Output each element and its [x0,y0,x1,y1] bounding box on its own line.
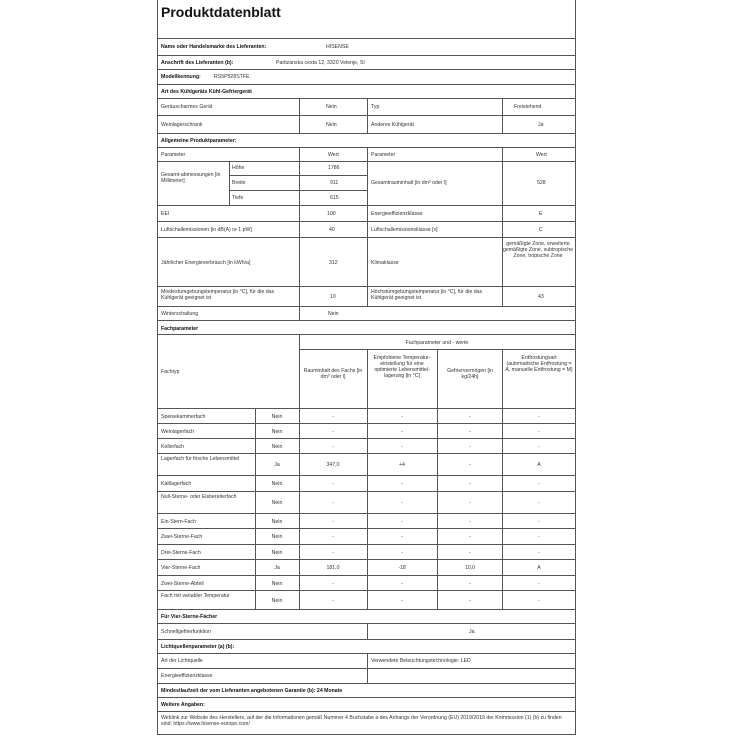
width-label: Breite [232,180,246,186]
divider [299,98,300,133]
compartment-volume: 347,0 [326,462,340,468]
wine-value: Nein [326,122,337,128]
other-value: Ja [538,122,544,128]
compartment-temp: - [401,500,403,506]
compartment-present: Nein [271,519,283,525]
compartment-defrost: - [538,500,540,506]
supplier-name-label: Name oder Handelsmarke des Lieferanten: [161,44,267,50]
noise-value: 40 [329,227,335,233]
max-temp-value: 43 [538,294,544,300]
compartment-name: Zwei-Sterne-Fach [161,534,203,540]
compartment-name: Kaltlagerfach [161,481,192,487]
compartments-heading-row [158,320,575,334]
compartment-temp: +4 [399,462,405,468]
compartment-volume: - [332,429,334,435]
compartment-temp: - [401,581,403,587]
compartment-present: Nein [271,550,283,556]
divider [502,349,503,609]
divider [229,175,367,176]
compartment-temp: - [401,550,403,556]
compartment-defrost: - [538,481,540,487]
compartment-defrost: - [538,534,540,540]
compartment-present: Ja [274,565,280,571]
compartment-freeze: 10,0 [464,565,476,571]
volume-label: Gesamtrauminhalt [in dm³ oder l] [371,180,447,186]
col-freeze-header: Gefriervermögen [in kg/24h] [447,368,493,380]
light-type-label: Art der Lichtquelle [161,658,203,664]
compartment-present: Nein [271,581,283,587]
winter-value: Nein [328,311,339,317]
compartment-name: Kellerfach [161,444,185,450]
warranty-text: Mindestlaufzeit der vom Lieferanten angebotenen Garantie (b): 24 Monate [161,688,343,694]
min-temp-label: Mindestumgebungstemperatur [in °C], für die das Kühlgerät geeignet ist [161,289,275,301]
low-noise-value: Nein [326,104,337,110]
type-value: Freistehend [514,104,542,110]
divider [502,147,503,306]
type-label: Typ [371,104,380,110]
model-label: Modellkennung: [161,74,201,80]
compartment-volume: - [332,598,334,604]
compartment-freeze: - [469,534,471,540]
divider [299,147,300,320]
width-value: 911 [330,180,339,186]
compartment-volume: - [332,550,334,556]
further-text: Weblink zur Website des Herstellers, auf der die Informationen gemäß Nummer 4 Buchstabe a des Anhangs der Verordnung (EU) 2019/2019 der Kommission (1) (b) zu finden sind: https://www.hisense-europe.com/ [161,715,562,727]
compartment-temp: -18 [398,565,406,571]
compartment-name: Null-Sterne- oder Eisbereiterfach [161,494,237,500]
compartment-defrost: A [537,565,541,571]
product-data-sheet [157,0,576,735]
compartment-present: Nein [271,481,283,487]
compartment-params-header: Fachparameter und - werte [405,340,469,346]
divider [367,147,368,306]
compartment-volume: - [332,534,334,540]
compartment-present: Nein [271,414,283,420]
compartment-volume: - [332,481,334,487]
divider [367,623,368,639]
winter-label: Winterschaltung [161,311,199,317]
compartment-name: Ein-Stern-Fach [161,519,196,525]
min-temp-value: 10 [330,294,336,300]
value-header-2: Wert [536,152,547,158]
light-class-label: Energieeffizienzklasse [161,673,213,679]
supplier-name-row [158,38,575,55]
compartment-volume: - [332,444,334,450]
compartment-temp: - [401,414,403,420]
climate-label: Klimaklasse [371,260,399,266]
dims-label: Gesamt-abmessungen [in Millimeter] [161,172,221,184]
compartment-temp: - [401,481,403,487]
compartment-name: Fach mit variabler Temperatur [161,593,230,599]
compartment-defrost: - [538,550,540,556]
low-noise-label: Geräuscharmes Gerät [161,104,213,110]
param-header: Parameter [161,152,186,158]
compartment-temp: - [401,598,403,604]
compartment-present: Nein [271,500,283,506]
general-heading-row [158,133,575,147]
four-star-heading-row [158,609,575,623]
compartment-defrost: - [538,581,540,587]
energy-value: 312 [329,260,338,266]
compartment-defrost: - [538,519,540,525]
further-text-row [158,711,575,734]
compartment-defrost: - [538,444,540,450]
compartment-defrost: A [537,462,541,468]
supplier-address-label: Anschrift des Lieferanten (b): [161,60,234,66]
compartment-name: Weinlagerfach [161,429,195,435]
supplier-name-value: HISENSE [326,44,349,50]
param-header-2: Parameter [371,152,396,158]
light-heading-row [158,639,575,653]
compartment-freeze: - [469,414,471,420]
compartment-temp: - [401,444,403,450]
compartment-volume: - [332,581,334,587]
divider [299,334,300,609]
compartment-defrost: - [538,414,540,420]
compartment-temp: - [401,429,403,435]
eei-value: 100 [327,211,336,217]
eei-label: EEI [161,211,170,217]
compartment-freeze: - [469,519,471,525]
compartment-volume: - [332,500,334,506]
model-value: RS5P528STFE [214,74,250,80]
max-temp-label: Höchstumgebungstemperatur [in °C], für die das Kühlgerät geeignet ist [371,289,483,301]
height-label: Höhe [232,165,245,171]
noise-label: Luftschallemissionen [in dB(A) re 1 pW] [161,227,252,233]
col-defrost-header: Entfrostungsart (automatische Entfrostung = A, manuelle Entfrostung = M) [505,355,573,373]
col-temp-header: Empfohlene Temperatur-einstellung für eine optimierte Lebensmittel-lagerung [in °C] [373,355,431,379]
compartment-volume: - [332,519,334,525]
fast-freeze-label: Schnellgefrierfunktion [161,629,211,635]
fast-freeze-value: Ja [469,629,475,635]
compartment-present: Nein [271,429,283,435]
other-label: Anderes Kühlgerät [371,122,414,128]
volume-value: 528 [537,180,546,186]
divider [367,98,368,133]
compartment-present: Nein [271,534,283,540]
eclass-value: E [539,211,543,217]
divider [437,349,438,609]
divider [255,408,256,609]
compartment-temp: - [401,519,403,525]
light-type-value: Verwendete Beleuchtungstechnologie: LED [371,658,471,664]
depth-value: 615 [330,195,339,201]
divider [367,349,368,609]
eclass-label: Energieeffizienzklasse [371,211,423,217]
general-heading: Allgemeine Produktparameter: [161,138,237,144]
compartment-temp: - [401,534,403,540]
compartments-heading: Fachparameter [161,326,199,332]
compartment-freeze: - [469,500,471,506]
compartment-defrost: - [538,429,540,435]
divider [502,98,503,133]
four-star-heading: Für Vier-Sterne-Fächer [161,614,218,620]
compartment-name: Lagerfach für frische Lebensmittel [161,456,240,462]
compartment-freeze: - [469,444,471,450]
noise-class-label: Luftschallemissionsklasse [x] [371,227,438,233]
compartment-name: Vier-Sterne-Fach [161,565,201,571]
noise-class-value: C [539,227,543,233]
compartment-freeze: - [469,429,471,435]
page-title: Produktdatenblatt [161,4,281,20]
compartment-volume: 181,0 [326,565,340,571]
wine-label: Weinlagerschrank [161,122,203,128]
winter-row [158,306,575,320]
compartment-present: Nein [271,598,283,604]
divider [229,190,367,191]
compartment-freeze: - [469,462,471,468]
appliance-type-heading: Art des Kühlgeräts Kühl-Gefriergerät [161,89,252,95]
divider [229,161,230,205]
appliance-type-heading-row [158,84,575,98]
compartment-name: Zwei-Sterne-Abteil [161,581,204,587]
model-row [158,69,575,84]
compartment-name: Drei-Sterne-Fach [161,550,201,556]
supplier-address-value: Partizanska cesta 12, 3320 Velenje, SI [276,60,365,66]
compartment-present: Ja [274,462,280,468]
compartment-freeze: - [469,481,471,487]
compartment-freeze: - [469,598,471,604]
col-volume-header: Rauminhalt des Fachs [in dm³ oder l] [303,368,363,380]
depth-label: Tiefe [232,195,244,201]
further-heading: Weitere Angaben: [161,702,205,708]
warranty-row [158,683,575,697]
value-header: Wert [328,152,339,158]
compartment-defrost: - [538,598,540,604]
divider [367,653,368,683]
height-value: 1786 [328,165,340,171]
climate-value: gemäßigte Zone, erweiterte gemäßigte Zone, subtropische Zone, tropische Zone [502,241,574,259]
compartment-type-header: Fachtyp [161,369,180,375]
compartment-volume: - [332,414,334,420]
further-heading-row [158,697,575,711]
compartment-freeze: - [469,581,471,587]
compartment-freeze: - [469,550,471,556]
energy-label: Jährlicher Energieverbrauch [in kWh/a] [161,260,251,266]
light-heading: Lichtquellenparameter (a) (b): [161,644,235,650]
compartment-name: Speisekammerfach [161,414,206,420]
compartment-present: Nein [271,444,283,450]
supplier-address-row [158,55,575,69]
